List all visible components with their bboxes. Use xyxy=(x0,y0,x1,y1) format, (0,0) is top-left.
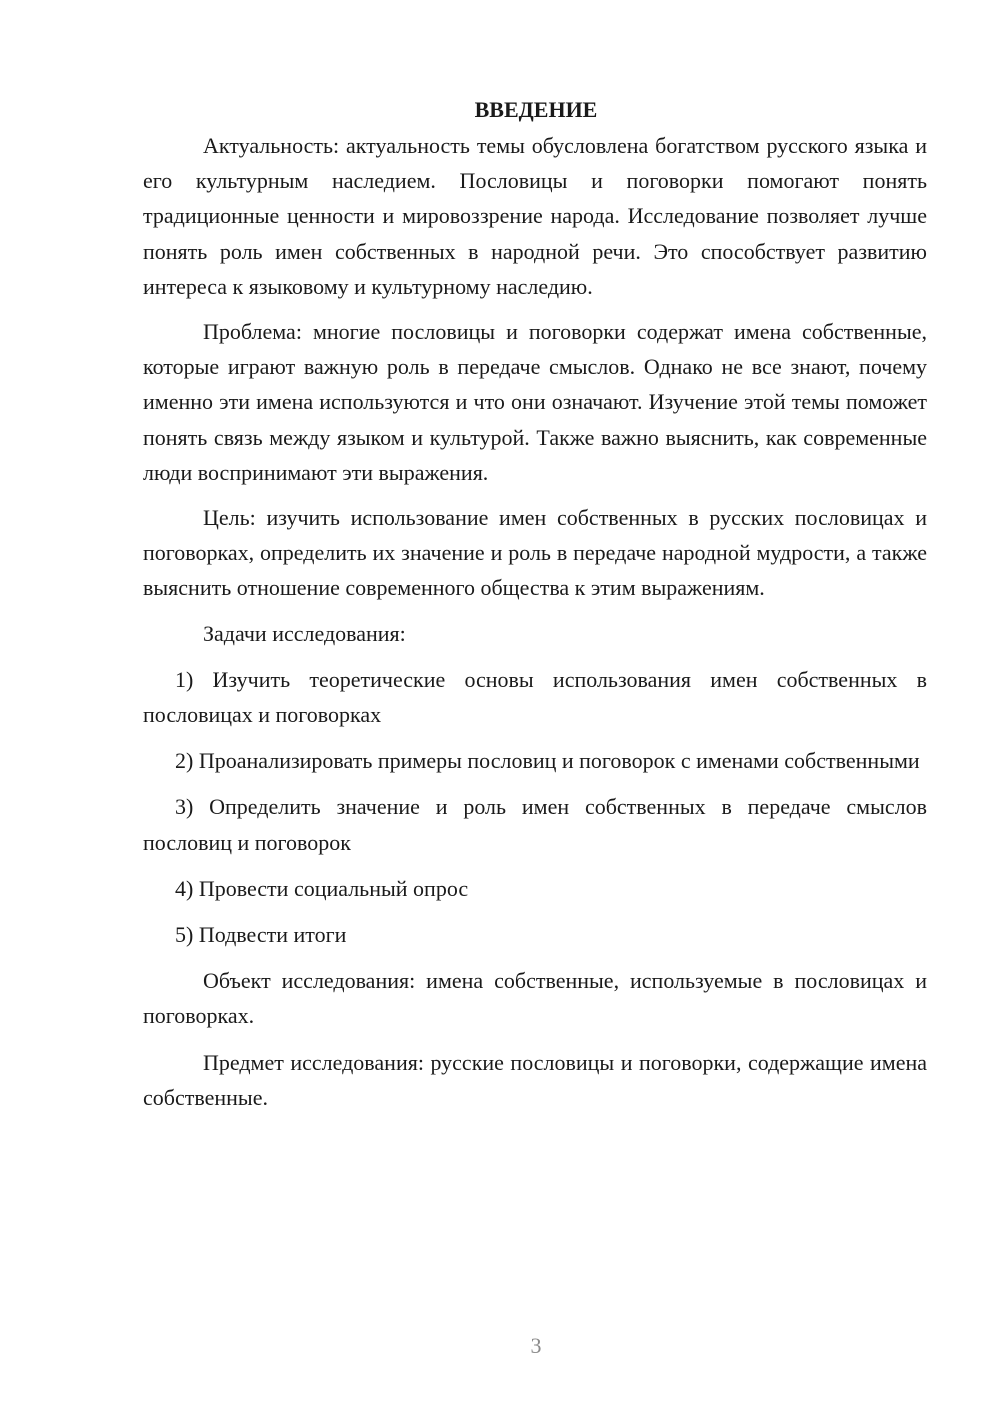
task-item: 5) Подвести итоги xyxy=(175,922,347,948)
object-paragraph: Объект исследования: имена собственные, используемые в пословицах и поговорках. xyxy=(143,968,927,1029)
task-item: 1) Изучить теоретические основы использования имен собственных в пословицах и поговорках xyxy=(143,666,927,728)
relevance-paragraph: Актуальность: актуальность темы обусловлена богатством русского языка и его культурным наследием. Пословицы и поговорки помогают понять традиционные ценности и мировоззрение народа. Исследование позволяет лучше понять роль имен собственных в народной речи. Это способствует развитию интереса к языковому и культурному наследию. xyxy=(143,133,927,299)
page-number: 3 xyxy=(530,1333,542,1358)
subject-paragraph: Предмет исследования: русские пословицы и поговорки, содержащие имена собственные. xyxy=(143,1049,927,1110)
task-item: 2) Проанализировать примеры пословиц и поговорок с именами собственными xyxy=(175,748,920,774)
document-page xyxy=(143,92,927,1115)
tasks-heading: Задачи исследования: xyxy=(203,620,406,646)
problem-paragraph: Проблема: многие пословицы и поговорки содержат имена собственные, которые играют важную роль в передаче смыслов. Однако не все знают, почему именно эти имена используются и что они означают. Изучение этой темы поможет понять связь между языком и культурой. Также важно выяснить, как современные люди воспринимают эти выражения. xyxy=(143,319,927,485)
goal-paragraph: Цель: изучить использование имен собственных в русских пословицах и поговорках, определить их значение и роль в передаче народной мудрости, а также выяснить отношение современного общества к этим выражениям. xyxy=(143,505,927,601)
task-item: 3) Определить значение и роль имен собственных в передаче смыслов пословиц и поговорок xyxy=(143,794,927,855)
task-item: 4) Провести социальный опрос xyxy=(175,875,469,901)
document-title: ВВЕДЕНИЕ xyxy=(474,97,598,122)
